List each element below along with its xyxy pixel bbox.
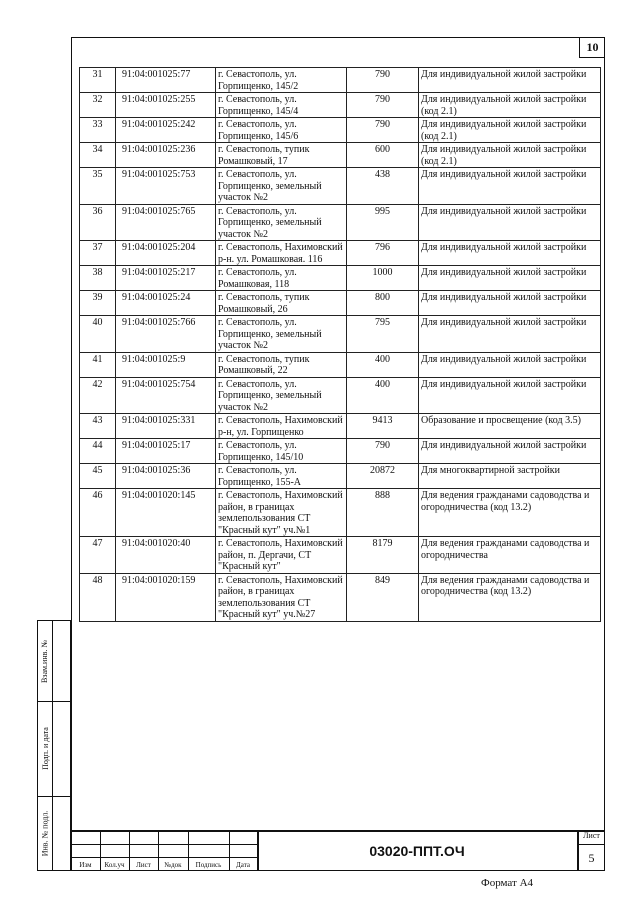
address: г. Севастополь, Нахимовский район, п. Дергачи, СТ "Красный кут" [216, 537, 347, 574]
area-value: 400 [347, 352, 419, 377]
parcels-table-body [80, 68, 601, 622]
permitted-use: Для индивидуальной жилой застройки [419, 439, 601, 464]
address: г. Севастополь, ул. Горпищенко, 155-А [216, 464, 347, 489]
row-number: 34 [80, 143, 116, 168]
area-value: 438 [347, 168, 419, 205]
address: г. Севастополь, тупик Ромашковый, 22 [216, 352, 347, 377]
area-value: 1000 [347, 266, 419, 291]
permitted-use: Для индивидуальной жилой застройки [419, 316, 601, 353]
permitted-use: Для индивидуальной жилой застройки [419, 241, 601, 266]
area-value: 400 [347, 377, 419, 414]
permitted-use: Для индивидуальной жилой застройки (код 2.1) [419, 118, 601, 143]
area-value: 9413 [347, 414, 419, 439]
address: г. Севастополь, Нахимовский район, в границах землепользования СТ "Красный кут" уч.№27 [216, 573, 347, 621]
cadastral-number: 91:04:001025:17 [116, 439, 216, 464]
row-number: 47 [80, 537, 116, 574]
address: г. Севастополь, ул. Горпищенко, 145/10 [216, 439, 347, 464]
table-row [80, 118, 601, 143]
parcels-table [79, 67, 601, 622]
table-row [80, 168, 601, 205]
row-number: 45 [80, 464, 116, 489]
cadastral-number: 91:04:001020:40 [116, 537, 216, 574]
row-number: 39 [80, 291, 116, 316]
cadastral-number: 91:04:001025:9 [116, 352, 216, 377]
area-value: 790 [347, 68, 419, 93]
area-value: 796 [347, 241, 419, 266]
cadastral-number: 91:04:001025:766 [116, 316, 216, 353]
stamp-col-data: Дата [236, 860, 250, 869]
table-row [80, 352, 601, 377]
area-value: 8179 [347, 537, 419, 574]
address: г. Севастополь, ул. Горпищенко, 145/4 [216, 93, 347, 118]
cadastral-number: 91:04:001025:765 [116, 204, 216, 241]
cadastral-number: 91:04:001025:236 [116, 143, 216, 168]
stamp-col-podpis: Подпись [195, 860, 222, 869]
area-value: 888 [347, 489, 419, 537]
permitted-use: Для ведения гражданами садоводства и огородничества [419, 537, 601, 574]
table-row [80, 537, 601, 574]
row-number: 37 [80, 241, 116, 266]
row-number: 48 [80, 573, 116, 621]
row-number: 41 [80, 352, 116, 377]
row-number: 44 [80, 439, 116, 464]
cadastral-number: 91:04:001020:159 [116, 573, 216, 621]
address: г. Севастополь, тупик Ромашковый, 17 [216, 143, 347, 168]
cadastral-number: 91:04:001025:331 [116, 414, 216, 439]
area-value: 995 [347, 204, 419, 241]
row-number: 38 [80, 266, 116, 291]
permitted-use: Для индивидуальной жилой застройки [419, 168, 601, 205]
sidebar-inv-orig-label: Инв. № подл. [40, 810, 50, 856]
stamp-col-izm: Изм [79, 860, 92, 869]
row-number: 40 [80, 316, 116, 353]
area-value: 849 [347, 573, 419, 621]
address: г. Севастополь, ул. Горпищенко, 145/2 [216, 68, 347, 93]
address: г. Севастополь, Нахимовский район, в границах землепользования СТ "Красный кут" уч.№1 [216, 489, 347, 537]
table-row [80, 439, 601, 464]
permitted-use: Для многоквартирной застройки [419, 464, 601, 489]
area-value: 20872 [347, 464, 419, 489]
cadastral-number: 91:04:001025:77 [116, 68, 216, 93]
cadastral-number: 91:04:001025:217 [116, 266, 216, 291]
permitted-use: Для индивидуальной жилой застройки [419, 352, 601, 377]
row-number: 42 [80, 377, 116, 414]
permitted-use: Для индивидуальной жилой застройки [419, 377, 601, 414]
document-code: 03020-ППТ.ОЧ [369, 843, 465, 859]
area-value: 790 [347, 439, 419, 464]
permitted-use: Для индивидуальной жилой застройки [419, 291, 601, 316]
address: г. Севастополь, Нахимовский р-н. ул. Ромашковая. 116 [216, 241, 347, 266]
page-number: 10 [579, 37, 605, 58]
cadastral-number: 91:04:001025:242 [116, 118, 216, 143]
permitted-use: Для индивидуальной жилой застройки (код 2.1) [419, 93, 601, 118]
table-row [80, 204, 601, 241]
table-row [80, 241, 601, 266]
sidebar-inv-sub-label: Взам.инв. № [40, 639, 50, 683]
area-value: 790 [347, 93, 419, 118]
area-value: 790 [347, 118, 419, 143]
row-number: 46 [80, 489, 116, 537]
permitted-use: Для индивидуальной жилой застройки [419, 204, 601, 241]
row-number: 33 [80, 118, 116, 143]
cadastral-number: 91:04:001025:36 [116, 464, 216, 489]
table-row [80, 464, 601, 489]
sheet-label: Лист [583, 831, 600, 840]
table-row [80, 68, 601, 93]
permitted-use: Образование и просвещение (код 3.5) [419, 414, 601, 439]
address: г. Севастополь, ул. Горпищенко, земельный участок №2 [216, 204, 347, 241]
stamp-col-ndok: №док [164, 860, 182, 869]
address: г. Севастополь, ул. Горпищенко, земельный участок №2 [216, 377, 347, 414]
address: г. Севастополь, ул. Ромашковая, 118 [216, 266, 347, 291]
address: г. Севастополь, ул. Горпищенко, земельный участок №2 [216, 168, 347, 205]
address: г. Севастополь, ул. Горпищенко, земельный участок №2 [216, 316, 347, 353]
area-value: 600 [347, 143, 419, 168]
permitted-use: Для индивидуальной жилой застройки [419, 68, 601, 93]
permitted-use: Для индивидуальной жилой застройки [419, 266, 601, 291]
permitted-use: Для индивидуальной жилой застройки (код 2.1) [419, 143, 601, 168]
cadastral-number: 91:04:001025:255 [116, 93, 216, 118]
area-value: 800 [347, 291, 419, 316]
row-number: 35 [80, 168, 116, 205]
row-number: 32 [80, 93, 116, 118]
cadastral-number: 91:04:001025:204 [116, 241, 216, 266]
table-row [80, 291, 601, 316]
stamp-col-list: Лист [136, 860, 151, 869]
table-row [80, 316, 601, 353]
cadastral-number: 91:04:001025:754 [116, 377, 216, 414]
stamp-col-koluch: Кол.уч [104, 860, 125, 869]
row-number: 36 [80, 204, 116, 241]
table-row [80, 266, 601, 291]
table-row [80, 489, 601, 537]
table-row [80, 93, 601, 118]
table-row [80, 414, 601, 439]
area-value: 795 [347, 316, 419, 353]
table-row [80, 377, 601, 414]
side-stamp [37, 620, 71, 871]
table-row [80, 143, 601, 168]
sheet-number: 5 [588, 851, 595, 865]
address: г. Севастополь, ул. Горпищенко, 145/6 [216, 118, 347, 143]
cadastral-number: 91:04:001025:753 [116, 168, 216, 205]
address: г. Севастополь, тупик Ромашковый, 26 [216, 291, 347, 316]
permitted-use: Для ведения гражданами садоводства и огородничества (код 13.2) [419, 489, 601, 537]
format-label: Формат А4 [481, 877, 534, 889]
permitted-use: Для ведения гражданами садоводства и огородничества (код 13.2) [419, 573, 601, 621]
row-number: 43 [80, 414, 116, 439]
sidebar-sign-date-label: Подп. и дата [40, 727, 50, 770]
cadastral-number: 91:04:001020:145 [116, 489, 216, 537]
address: г. Севастополь, Нахимовский р-н, ул. Горпищенко [216, 414, 347, 439]
row-number: 31 [80, 68, 116, 93]
table-row [80, 573, 601, 621]
cadastral-number: 91:04:001025:24 [116, 291, 216, 316]
